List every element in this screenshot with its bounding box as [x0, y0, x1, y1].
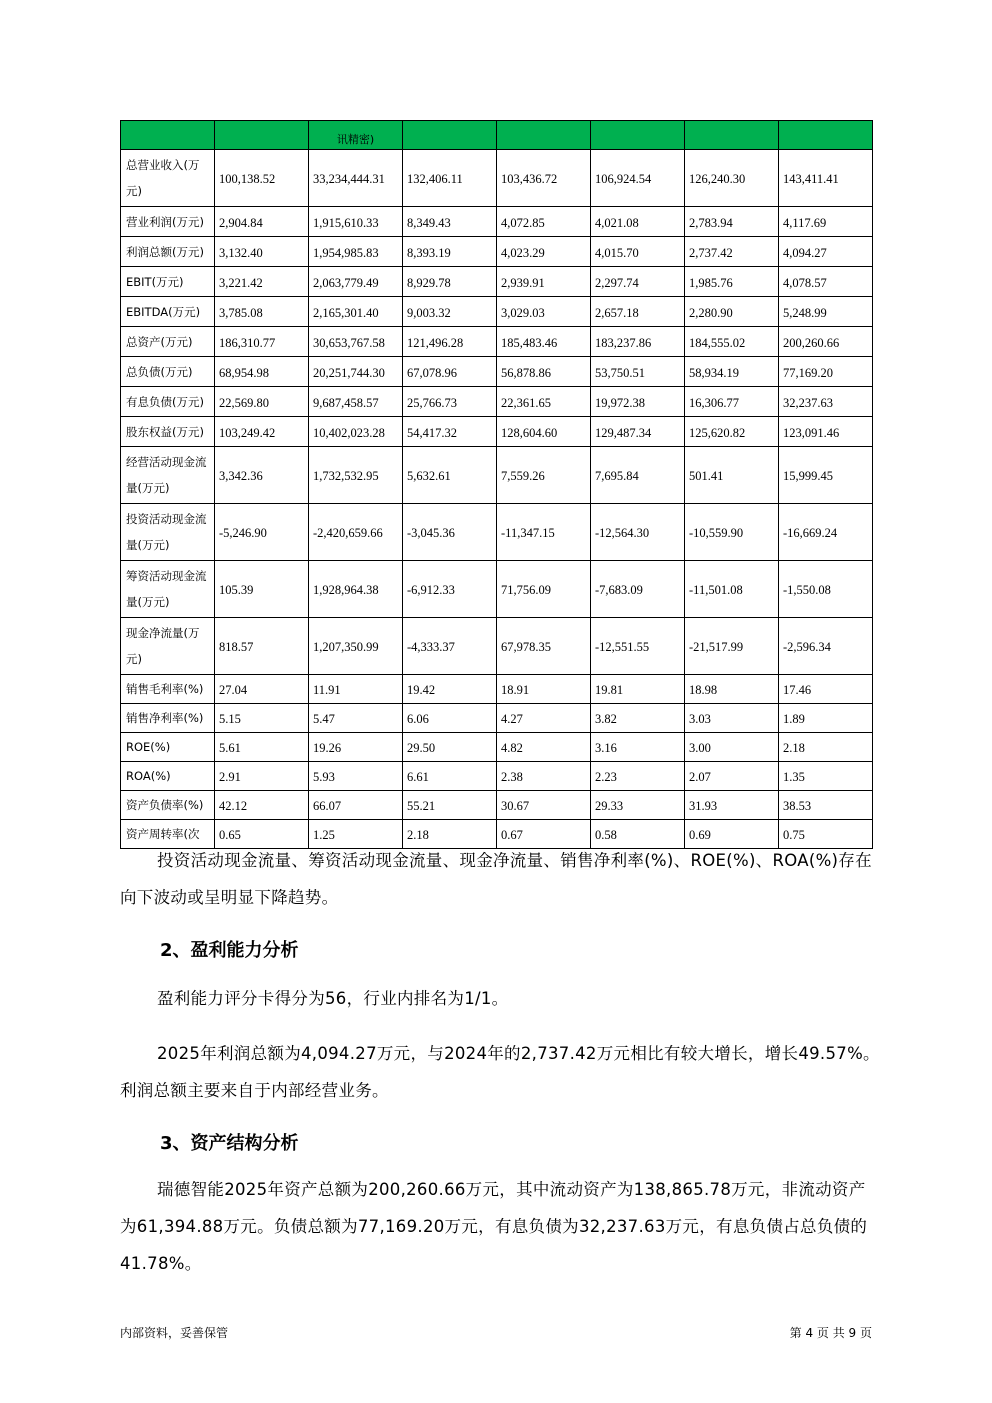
value-cell: 3.82	[591, 704, 685, 733]
value-cell: 126,240.30	[685, 150, 779, 207]
value-cell: 128,604.60	[497, 417, 591, 447]
value-cell: 1.89	[779, 704, 873, 733]
value-cell: 42.12	[215, 791, 309, 820]
table-row	[121, 733, 873, 762]
value-cell: 67,978.35	[497, 618, 591, 675]
value-cell: 1,915,610.33	[309, 207, 403, 237]
value-cell: 32,237.63	[779, 387, 873, 417]
footer-page-number: 第 4 页 共 9 页	[789, 1326, 872, 1340]
value-cell: -1,550.08	[779, 561, 873, 618]
value-cell: 103,249.42	[215, 417, 309, 447]
table-row	[121, 447, 873, 504]
header-cell	[121, 121, 215, 150]
row-label: 营业利润(万元)	[121, 207, 215, 237]
value-cell: 4,015.70	[591, 237, 685, 267]
table-row	[121, 561, 873, 618]
value-cell: 125,620.82	[685, 417, 779, 447]
value-cell: 27.04	[215, 675, 309, 704]
value-cell: 9,687,458.57	[309, 387, 403, 417]
value-cell: 1,732,532.95	[309, 447, 403, 504]
value-cell: -12,551.55	[591, 618, 685, 675]
row-label: EBITDA(万元)	[121, 297, 215, 327]
value-cell: 66.07	[309, 791, 403, 820]
value-cell: 2.23	[591, 762, 685, 791]
table-row	[121, 150, 873, 207]
table-row	[121, 762, 873, 791]
value-cell: 3,342.36	[215, 447, 309, 504]
table-row	[121, 267, 873, 297]
value-cell: -12,564.30	[591, 504, 685, 561]
value-cell: 9,003.32	[403, 297, 497, 327]
value-cell: 29.50	[403, 733, 497, 762]
asset-detail-paragraph	[120, 1171, 880, 1282]
value-cell: -21,517.99	[685, 618, 779, 675]
value-cell: -2,420,659.66	[309, 504, 403, 561]
row-label: EBIT(万元)	[121, 267, 215, 297]
value-cell: 4.82	[497, 733, 591, 762]
value-cell: 132,406.11	[403, 150, 497, 207]
header-cell	[215, 121, 309, 150]
row-label: 销售毛利率(%)	[121, 675, 215, 704]
row-label: 利润总额(万元)	[121, 237, 215, 267]
value-cell: 19.42	[403, 675, 497, 704]
value-cell: 0.58	[591, 820, 685, 849]
value-cell: 8,393.19	[403, 237, 497, 267]
value-cell: 185,483.46	[497, 327, 591, 357]
value-cell: 3,029.03	[497, 297, 591, 327]
value-cell: -11,347.15	[497, 504, 591, 561]
value-cell: 4,094.27	[779, 237, 873, 267]
value-cell: 4,117.69	[779, 207, 873, 237]
table-body	[121, 150, 873, 849]
header-cell	[403, 121, 497, 150]
value-cell: 0.67	[497, 820, 591, 849]
value-cell: 38.53	[779, 791, 873, 820]
value-cell: 2,783.94	[685, 207, 779, 237]
value-cell: 2,657.18	[591, 297, 685, 327]
value-cell: 2,165,301.40	[309, 297, 403, 327]
value-cell: 5.15	[215, 704, 309, 733]
value-cell: 4,023.29	[497, 237, 591, 267]
value-cell: 2,297.74	[591, 267, 685, 297]
row-label: 现金净流量(万元)	[121, 618, 215, 675]
value-cell: 2,939.91	[497, 267, 591, 297]
value-cell: 4,072.85	[497, 207, 591, 237]
row-label: 总资产(万元)	[121, 327, 215, 357]
profit-detail-paragraph	[120, 1035, 880, 1109]
value-cell: 7,559.26	[497, 447, 591, 504]
row-label: 股东权益(万元)	[121, 417, 215, 447]
table-row	[121, 327, 873, 357]
table-row	[121, 675, 873, 704]
value-cell: 3.00	[685, 733, 779, 762]
value-cell: 105.39	[215, 561, 309, 618]
value-cell: 100,138.52	[215, 150, 309, 207]
value-cell: 103,436.72	[497, 150, 591, 207]
value-cell: 2,737.42	[685, 237, 779, 267]
value-cell: 5.61	[215, 733, 309, 762]
value-cell: -11,501.08	[685, 561, 779, 618]
value-cell: 30.67	[497, 791, 591, 820]
table-row	[121, 387, 873, 417]
value-cell: 2.18	[403, 820, 497, 849]
value-cell: 200,260.66	[779, 327, 873, 357]
value-cell: 8,929.78	[403, 267, 497, 297]
value-cell: 183,237.86	[591, 327, 685, 357]
value-cell: 15,999.45	[779, 447, 873, 504]
row-label: 资产周转率(次	[121, 820, 215, 849]
value-cell: 1.25	[309, 820, 403, 849]
value-cell: 55.21	[403, 791, 497, 820]
value-cell: 143,411.41	[779, 150, 873, 207]
value-cell: 3.03	[685, 704, 779, 733]
value-cell: 6.06	[403, 704, 497, 733]
value-cell: 11.91	[309, 675, 403, 704]
value-cell: 818.57	[215, 618, 309, 675]
header-cell	[685, 121, 779, 150]
value-cell: 17.46	[779, 675, 873, 704]
value-cell: 33,234,444.31	[309, 150, 403, 207]
value-cell: 71,756.09	[497, 561, 591, 618]
value-cell: 1,928,964.38	[309, 561, 403, 618]
value-cell: 68,954.98	[215, 357, 309, 387]
table-row	[121, 504, 873, 561]
table-row	[121, 237, 873, 267]
table-row	[121, 417, 873, 447]
footer-confidential: 内部资料，妥善保管	[120, 1326, 229, 1340]
value-cell: 1.35	[779, 762, 873, 791]
value-cell: 2,280.90	[685, 297, 779, 327]
profit-score-paragraph	[120, 980, 880, 1017]
value-cell: 4,021.08	[591, 207, 685, 237]
value-cell: 54,417.32	[403, 417, 497, 447]
value-cell: 58,934.19	[685, 357, 779, 387]
row-label: ROE(%)	[121, 733, 215, 762]
value-cell: 2.91	[215, 762, 309, 791]
value-cell: 30,653,767.58	[309, 327, 403, 357]
value-cell: 29.33	[591, 791, 685, 820]
value-cell: 129,487.34	[591, 417, 685, 447]
value-cell: 4,078.57	[779, 267, 873, 297]
value-cell: -10,559.90	[685, 504, 779, 561]
value-cell: 2,904.84	[215, 207, 309, 237]
value-cell: 4.27	[497, 704, 591, 733]
value-cell: 16,306.77	[685, 387, 779, 417]
value-cell: 25,766.73	[403, 387, 497, 417]
value-cell: 3.16	[591, 733, 685, 762]
value-cell: 0.69	[685, 820, 779, 849]
value-cell: 67,078.96	[403, 357, 497, 387]
value-cell: 3,221.42	[215, 267, 309, 297]
row-label: 筹资活动现金流量(万元)	[121, 561, 215, 618]
value-cell: 22,569.80	[215, 387, 309, 417]
value-cell: 501.41	[685, 447, 779, 504]
trend-paragraph	[120, 842, 880, 916]
value-cell: -4,333.37	[403, 618, 497, 675]
value-cell: 22,361.65	[497, 387, 591, 417]
value-cell: 5.47	[309, 704, 403, 733]
value-cell: 6.61	[403, 762, 497, 791]
value-cell: 2.07	[685, 762, 779, 791]
value-cell: 1,954,985.83	[309, 237, 403, 267]
value-cell: 1,207,350.99	[309, 618, 403, 675]
value-cell: 2,063,779.49	[309, 267, 403, 297]
asset-heading: 3、资产结构分析	[160, 1133, 299, 1154]
row-label: 投资活动现金流量(万元)	[121, 504, 215, 561]
value-cell: 0.75	[779, 820, 873, 849]
value-cell: 77,169.20	[779, 357, 873, 387]
value-cell: 7,695.84	[591, 447, 685, 504]
row-label: 总负债(万元)	[121, 357, 215, 387]
value-cell: -2,596.34	[779, 618, 873, 675]
header-cell: 讯精密)	[309, 121, 403, 150]
value-cell: 20,251,744.30	[309, 357, 403, 387]
table-row	[121, 297, 873, 327]
value-cell: 121,496.28	[403, 327, 497, 357]
row-label: ROA(%)	[121, 762, 215, 791]
value-cell: 106,924.54	[591, 150, 685, 207]
profit-score-text: 盈利能力评分卡得分为56，行业内排名为1/1。	[157, 989, 509, 1008]
value-cell: 3,785.08	[215, 297, 309, 327]
value-cell: 18.98	[685, 675, 779, 704]
header-cell	[779, 121, 873, 150]
value-cell: 18.91	[497, 675, 591, 704]
value-cell: 3,132.40	[215, 237, 309, 267]
value-cell: 5,632.61	[403, 447, 497, 504]
trend-text: 投资活动现金流量、筹资活动现金流量、现金净流量、销售净利率(%)、ROE(%)、ROA(%)存在向下波动或呈明显下降趋势。	[120, 851, 872, 907]
value-cell: 19.26	[309, 733, 403, 762]
value-cell: 2.18	[779, 733, 873, 762]
value-cell: 0.65	[215, 820, 309, 849]
row-label: 经营活动现金流量(万元)	[121, 447, 215, 504]
table-row	[121, 704, 873, 733]
row-label: 有息负债(万元)	[121, 387, 215, 417]
value-cell: 31.93	[685, 791, 779, 820]
value-cell: 19.81	[591, 675, 685, 704]
value-cell: 10,402,023.28	[309, 417, 403, 447]
table-header	[121, 121, 873, 150]
row-label: 资产负债率(%)	[121, 791, 215, 820]
table-row	[121, 791, 873, 820]
header-cell	[591, 121, 685, 150]
value-cell: -5,246.90	[215, 504, 309, 561]
header-cell	[497, 121, 591, 150]
profit-detail-text: 2025年利润总额为4,094.27万元，与2024年的2,737.42万元相比有较大增长，增长49.57%。利润总额主要来自于内部经营业务。	[120, 1044, 880, 1100]
value-cell: 2.38	[497, 762, 591, 791]
value-cell: -16,669.24	[779, 504, 873, 561]
table-row	[121, 618, 873, 675]
value-cell: 5,248.99	[779, 297, 873, 327]
financial-table	[120, 120, 873, 849]
value-cell: 123,091.46	[779, 417, 873, 447]
value-cell: 56,878.86	[497, 357, 591, 387]
value-cell: -6,912.33	[403, 561, 497, 618]
table-row	[121, 207, 873, 237]
value-cell: 53,750.51	[591, 357, 685, 387]
value-cell: 5.93	[309, 762, 403, 791]
value-cell: -3,045.36	[403, 504, 497, 561]
value-cell: 184,555.02	[685, 327, 779, 357]
profit-heading: 2、盈利能力分析	[160, 940, 299, 961]
table-row	[121, 357, 873, 387]
value-cell: 8,349.43	[403, 207, 497, 237]
value-cell: 1,985.76	[685, 267, 779, 297]
row-label: 销售净利率(%)	[121, 704, 215, 733]
value-cell: 186,310.77	[215, 327, 309, 357]
asset-detail-text: 瑞德智能2025年资产总额为200,260.66万元，其中流动资产为138,865.78万元，非流动资产为61,394.88万元。负债总额为77,169.20万元，有息负债为32,237.63万元，有息负债占总负债的41.78%。	[120, 1180, 868, 1273]
row-label: 总营业收入(万元)	[121, 150, 215, 207]
value-cell: -7,683.09	[591, 561, 685, 618]
value-cell: 19,972.38	[591, 387, 685, 417]
